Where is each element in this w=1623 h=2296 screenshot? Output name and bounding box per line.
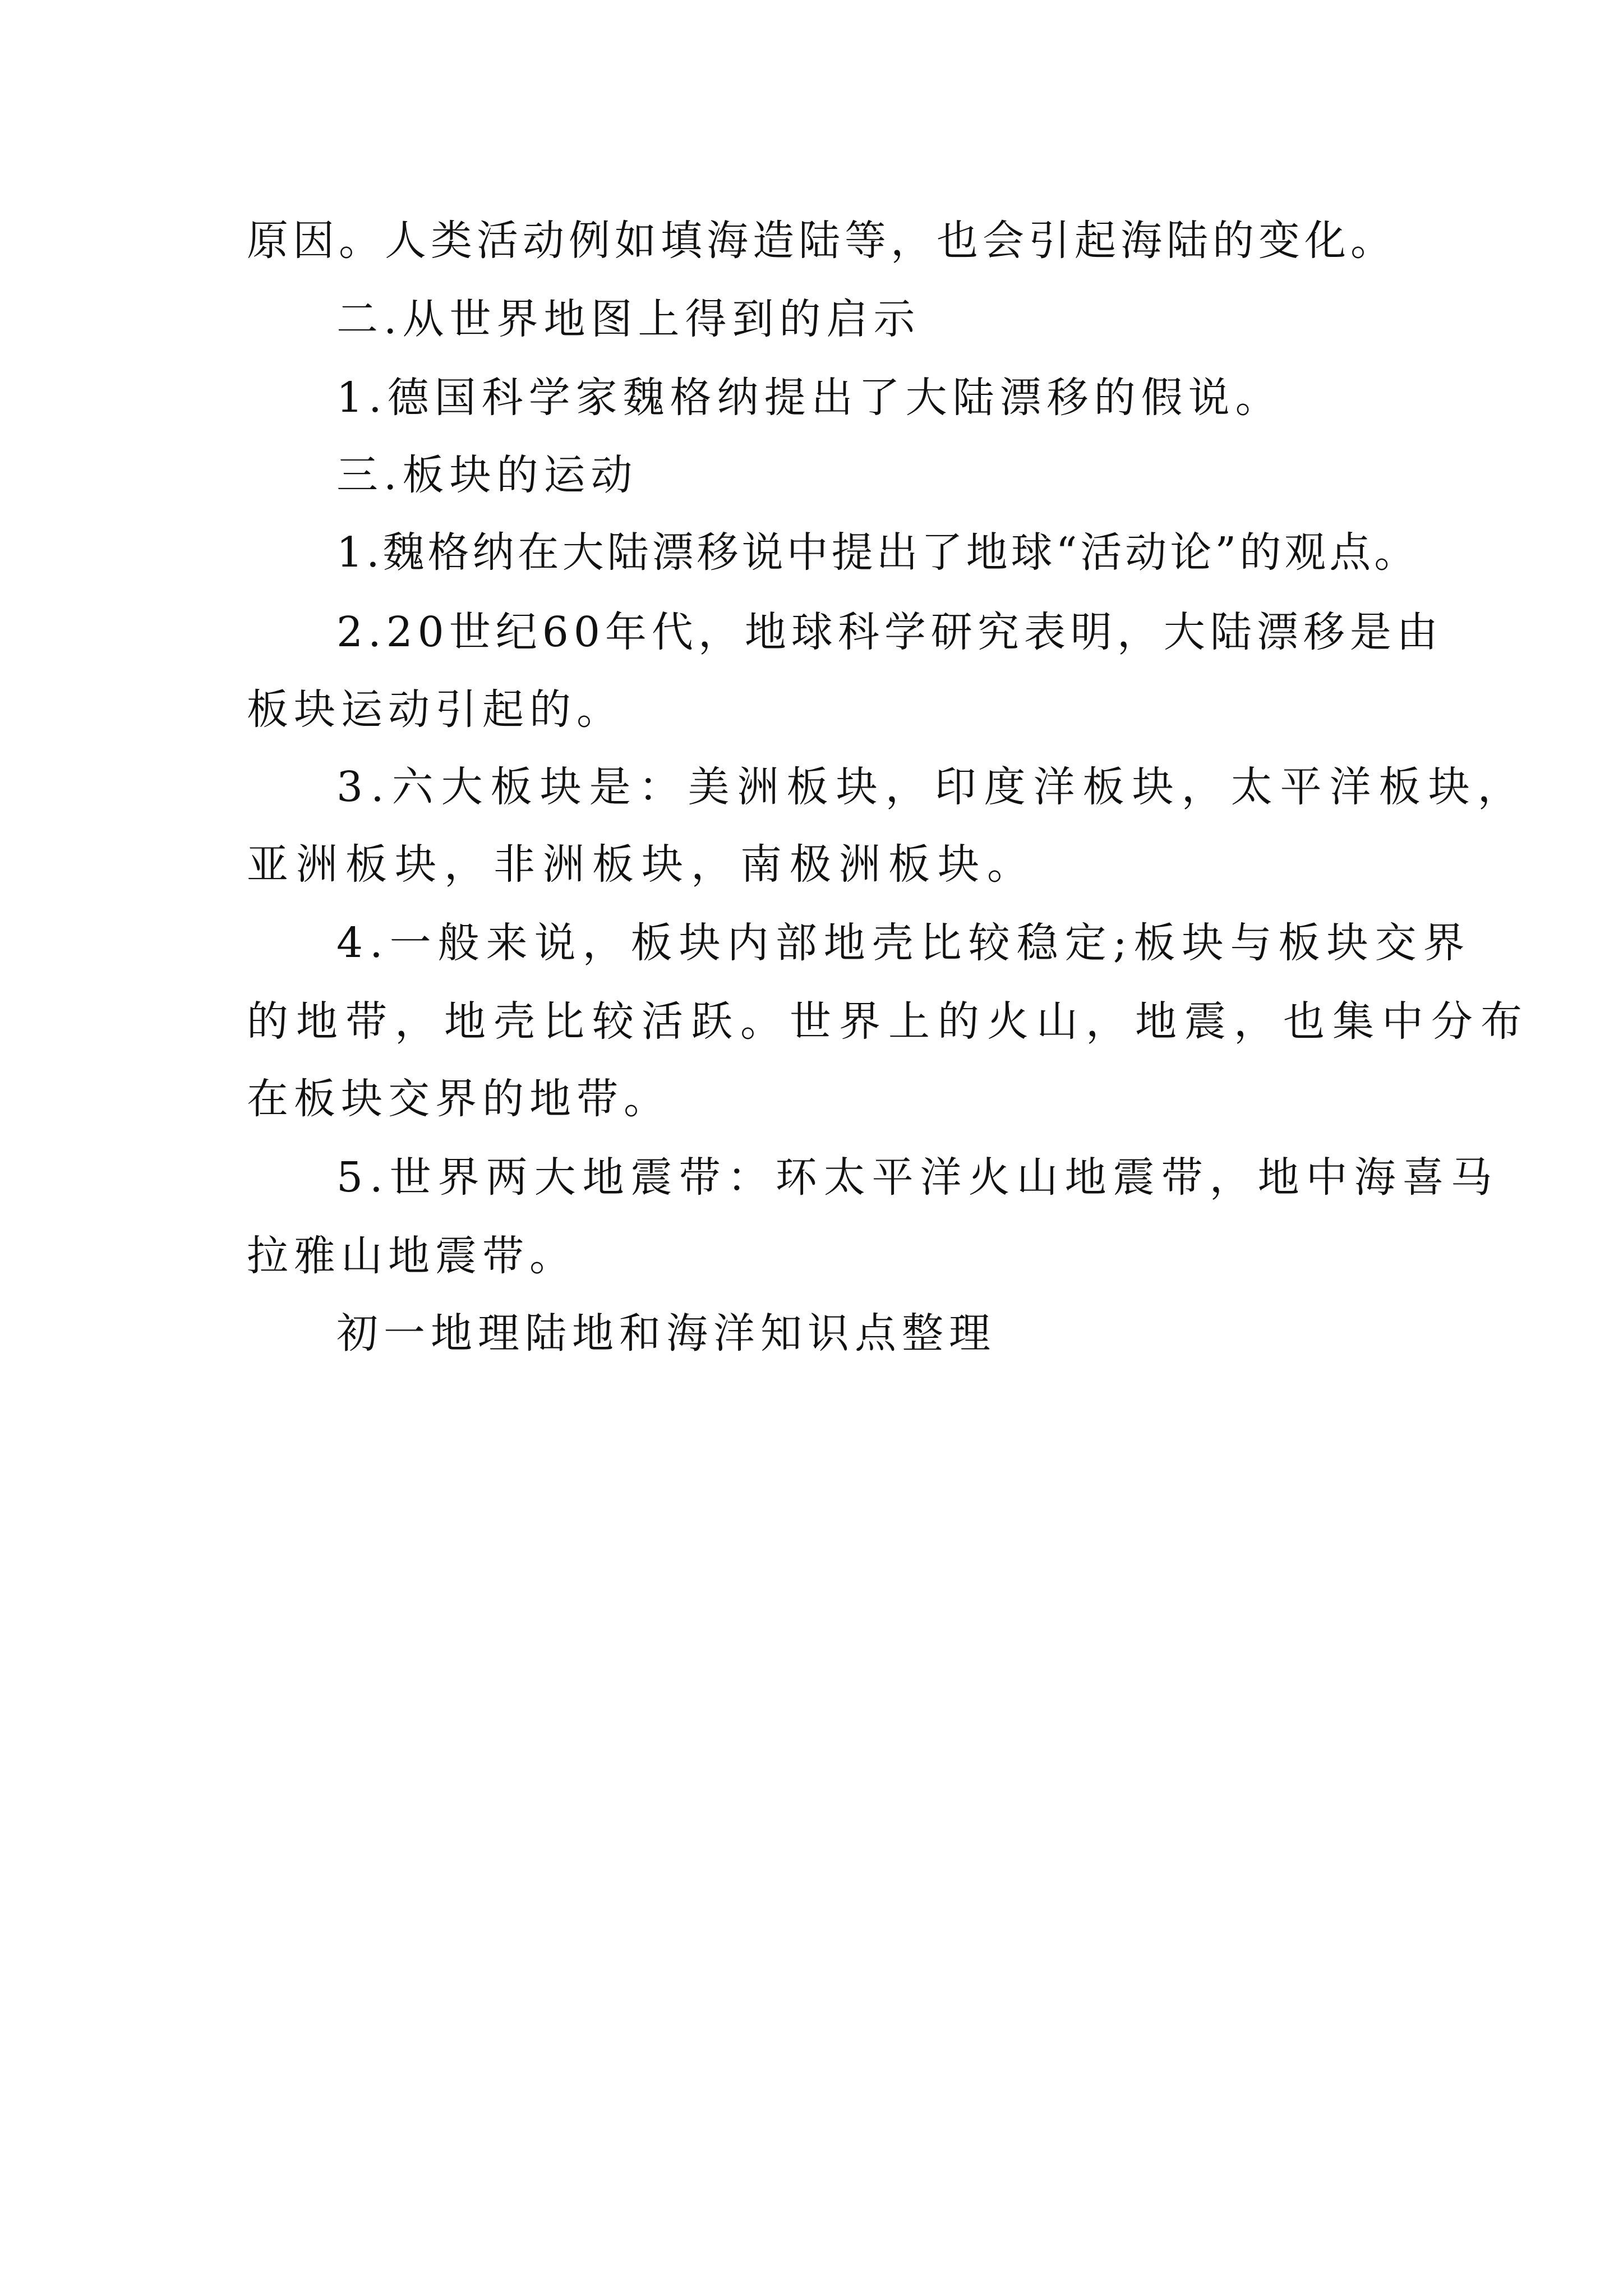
section-heading: 三.板块的运动 xyxy=(336,451,638,499)
paragraph-line: 原因。人类活动例如填海造陆等，也会引起海陆的变化。 xyxy=(247,217,1396,265)
paragraph-line: 2.20世纪60年代，地球科学研究表明，大陆漂移是由 xyxy=(336,608,1443,656)
paragraph-line: 的地带，地壳比较活跃。世界上的火山，地震，也集中分布 xyxy=(247,997,1530,1046)
paragraph-line: 1.魏格纳在大陆漂移说中提出了地球“活动论”的观点。 xyxy=(336,528,1419,577)
paragraph-line: 拉雅山地震带。 xyxy=(247,1232,577,1280)
paragraph-line: 亚洲板块，非洲板块，南极洲板块。 xyxy=(247,840,1036,889)
paragraph-line: 1.德国科学家魏格纳提出了大陆漂移的假说。 xyxy=(336,374,1283,422)
document-title-line: 初一地理陆地和海洋知识点整理 xyxy=(336,1309,996,1358)
section-heading: 二.从世界地图上得到的启示 xyxy=(336,295,921,343)
paragraph-line: 3.六大板块是：美洲板块，印度洋板块，太平洋板块， xyxy=(336,763,1527,811)
paragraph-line: 4.一般来说，板块内部地壳比较稳定;板块与板块交界 xyxy=(336,919,1472,967)
paragraph-line: 板块运动引起的。 xyxy=(247,685,624,734)
paragraph-line: 在板块交界的地带。 xyxy=(247,1075,671,1123)
paragraph-line: 5.世界两大地震带：环太平洋火山地震带，地中海喜马 xyxy=(336,1153,1499,1202)
